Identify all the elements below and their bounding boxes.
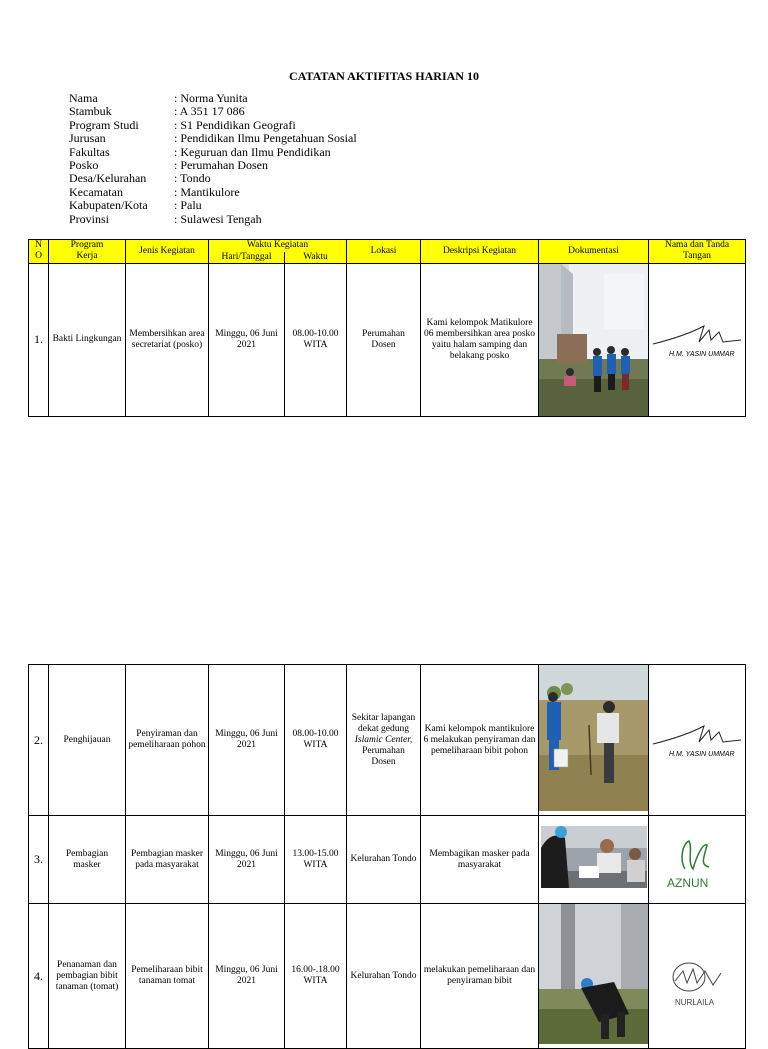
info-value: : Keguruan dan Ilmu Pendidikan	[174, 146, 331, 159]
header-lokasi: Lokasi	[347, 240, 421, 264]
svg-text:H.M. YASIN UMMAR: H.M. YASIN UMMAR	[669, 350, 735, 358]
header-deskripsi: Deskripsi Kegiatan	[421, 240, 539, 264]
svg-text:NURLAILA: NURLAILA	[675, 998, 715, 1007]
row-deskripsi: Kami kelompok Matikulore 06 membersihkan area posko yaitu halam samping dan belakang posko	[421, 263, 539, 416]
info-value: : Pendidikan Ilmu Pengetahuan Sosial	[174, 132, 357, 145]
signature-aznun	[649, 825, 745, 895]
table-row	[29, 816, 746, 904]
row-jenis: Penyiraman dan pemeliharaan pohon	[126, 665, 209, 816]
info-label: Fakultas	[69, 144, 110, 159]
row-hari: Minggu, 06 Juni 2021	[209, 816, 285, 904]
header-nama: Nama dan Tanda Tangan	[649, 240, 746, 264]
info-label: Posko	[69, 158, 99, 173]
activity-table-bottom	[28, 664, 746, 1049]
row-no: 3.	[29, 816, 49, 904]
page-title: CATATAN AKTIFITAS HARIAN 10	[289, 69, 479, 83]
row-jenis: Membersihkan area secretariat (posko)	[126, 263, 209, 416]
info-value: : S1 Pendidikan Geografi	[174, 119, 296, 132]
svg-text:H.M. YASIN UMMAR: H.M. YASIN UMMAR	[669, 751, 735, 758]
table-header-row	[29, 240, 746, 252]
row-lokasi: Sekitar lapangan dekat gedung Islamic Center, Perumahan Dosen	[347, 665, 421, 816]
table-row	[29, 665, 746, 816]
info-value: : Mantikulore	[174, 186, 240, 199]
signature-yasin	[649, 720, 745, 760]
info-label: Jurusan	[69, 131, 106, 146]
signature-nurlaila	[649, 941, 745, 1011]
info-row-program-studi	[69, 119, 357, 132]
row-program: Penghijauan	[49, 665, 126, 816]
row-jenis: Pemeliharaan bibit tanaman tomat	[126, 904, 209, 1049]
header-waktu: Waktu	[285, 252, 347, 264]
header-dokumentasi: Dokumentasi	[539, 240, 649, 264]
row-hari: Minggu, 06 Juni 2021	[209, 904, 285, 1049]
info-value: : Sulawesi Tengah	[174, 213, 262, 226]
table-row	[29, 263, 746, 416]
svg-text:AZNUN: AZNUN	[667, 875, 709, 890]
info-label: Kecamatan	[69, 184, 123, 199]
signature-cell	[649, 263, 746, 416]
photo-tomato-seedlings	[539, 904, 649, 1044]
info-row-kecamatan	[69, 186, 357, 199]
info-label: Program Studi	[69, 117, 139, 132]
photo-cleaning-posko	[539, 264, 648, 416]
photo-mask-distribution	[539, 816, 649, 899]
row-deskripsi: melakukan pemeliharaan dan penyiraman bibit	[421, 904, 539, 1049]
header-hari: Hari/Tanggal	[209, 252, 285, 264]
row-program: Pembagian masker	[49, 816, 126, 904]
info-row-nama	[69, 92, 357, 105]
info-label: Desa/Kelurahan	[69, 171, 147, 186]
photo-watering-trees	[539, 665, 649, 811]
row-no: 2.	[29, 665, 49, 816]
row-jenis: Pembagian masker pada masyarakat	[126, 816, 209, 904]
info-label: Nama	[69, 91, 98, 105]
row-lokasi: Kelurahan Tondo	[347, 904, 421, 1049]
info-block	[69, 92, 357, 226]
info-label: Provinsi	[69, 211, 110, 226]
info-value: : Perumahan Dosen	[174, 159, 268, 172]
info-value: : A 351 17 086	[174, 105, 245, 118]
header-jenis: Jenis Kegiatan	[126, 240, 209, 264]
header-program: Program Kerja	[49, 240, 126, 264]
row-waktu: 08.00-10.00 WITA	[285, 263, 347, 416]
documentation-photo	[539, 263, 649, 416]
row-no: 4.	[29, 904, 49, 1049]
header-waktu-kegiatan: Waktu Kegiatan	[209, 240, 347, 252]
signature-yasin	[649, 320, 745, 360]
info-label: Stambuk	[69, 104, 112, 119]
info-row-provinsi	[69, 213, 357, 226]
documentation-photo	[539, 816, 649, 904]
row-waktu: 16.00-.18.00 WITA	[285, 904, 347, 1049]
activity-table-top	[28, 239, 746, 417]
row-program: Penanaman dan pembagian bibit tanaman (tomat)	[49, 904, 126, 1049]
info-value: : Norma Yunita	[174, 92, 248, 105]
documentation-photo	[539, 904, 649, 1049]
row-hari: Minggu, 06 Juni 2021	[209, 263, 285, 416]
row-no: 1.	[29, 263, 49, 416]
signature-cell	[649, 904, 746, 1049]
signature-cell	[649, 816, 746, 904]
signature-cell	[649, 665, 746, 816]
row-lokasi: Kelurahan Tondo	[347, 816, 421, 904]
row-deskripsi: Kami kelompok mantikulore 6 melakukan penyiraman dan pemeliharaan bibit pohon	[421, 665, 539, 816]
info-row-jurusan	[69, 132, 357, 145]
row-deskripsi: Membagikan masker pada masyarakat	[421, 816, 539, 904]
info-row-kabupaten	[69, 199, 357, 212]
row-program: Bakti Lingkungan	[49, 263, 126, 416]
info-row-desa	[69, 172, 357, 185]
row-lokasi: Perumahan Dosen	[347, 263, 421, 416]
info-row-stambuk	[69, 105, 357, 118]
documentation-photo	[539, 665, 649, 816]
info-row-posko	[69, 159, 357, 172]
info-value: : Tondo	[174, 172, 211, 185]
header-no: N O	[29, 240, 49, 264]
info-value: : Palu	[174, 199, 202, 212]
info-row-fakultas	[69, 146, 357, 159]
info-label: Kabupaten/Kota	[69, 198, 148, 213]
row-hari: Minggu, 06 Juni 2021	[209, 665, 285, 816]
table-row	[29, 904, 746, 1049]
row-waktu: 13.00-15.00 WITA	[285, 816, 347, 904]
row-waktu: 08.00-10.00 WITA	[285, 665, 347, 816]
